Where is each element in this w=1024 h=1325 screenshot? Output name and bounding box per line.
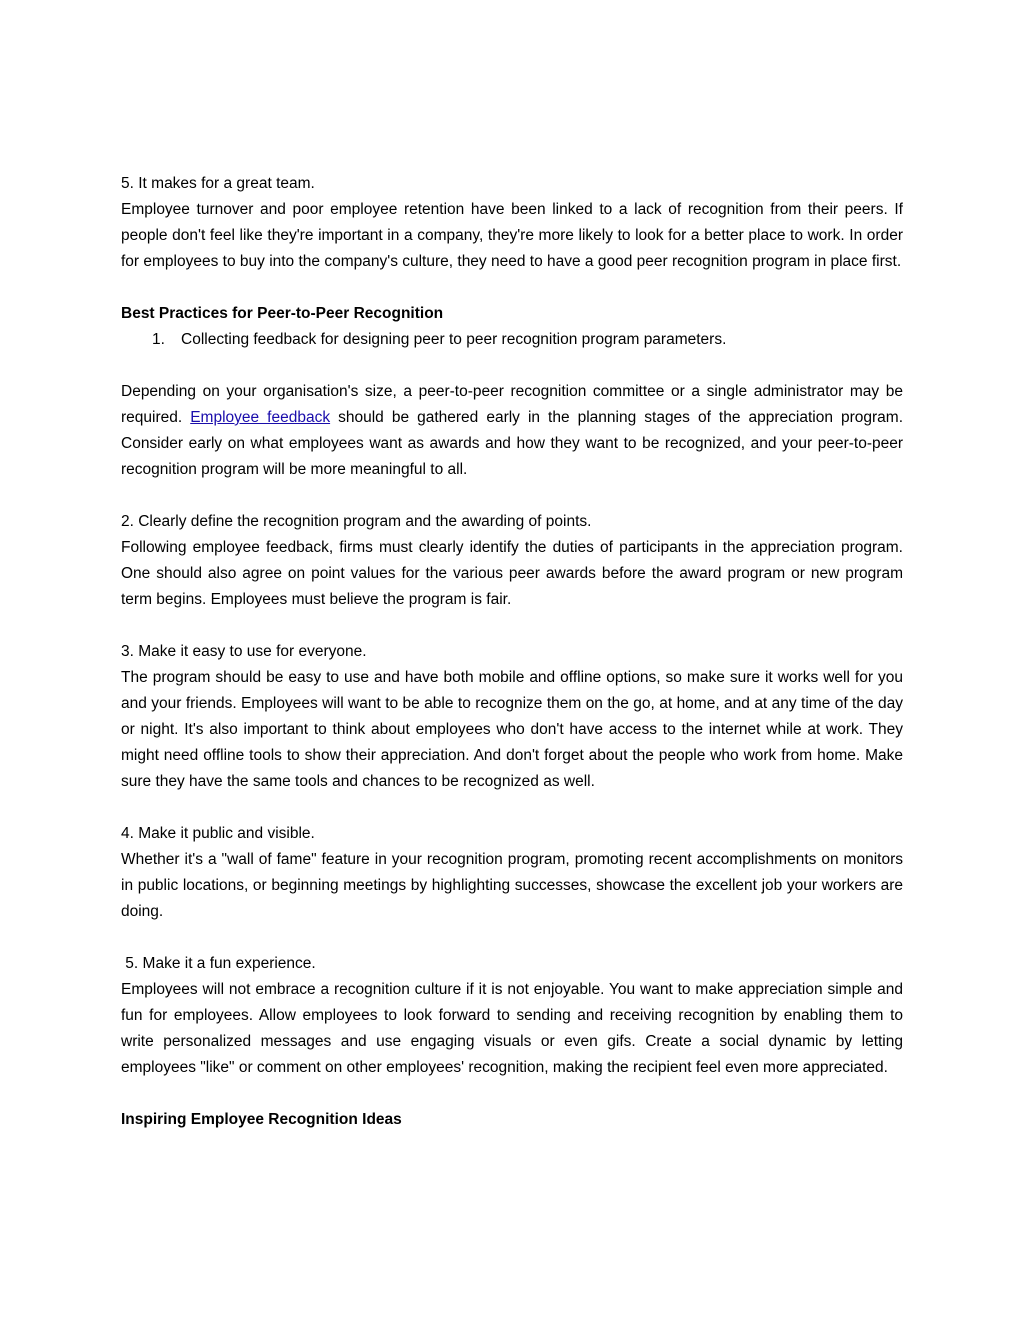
section-5b-title: 5. Make it a fun experience. — [121, 955, 316, 972]
best-practices-heading: Best Practices for Peer-to-Peer Recognition — [121, 305, 444, 322]
section-5-body: Employee turnover and poor employee retention have been linked to a lack of recognition from their peers. If people don't feel like they're important in a company, they're more likely to look for a better place to work. In order for employees to buy into the company's culture, they need to have a good peer recognition program in place first. — [121, 201, 903, 270]
section-3-title: 3. Make it easy to use for everyone. — [121, 643, 367, 660]
feedback-paragraph — [121, 379, 903, 483]
section-5-title: 5. It makes for a great team. — [121, 175, 315, 192]
section-4-body: Whether it's a "wall of fame" feature in your recognition program, promoting recent accomplishments on monitors in public locations, or beginning meetings by highlighting successes, showcase the excellent job your workers are doing. — [121, 851, 903, 920]
section-2-body: Following employee feedback, firms must clearly identify the duties of participants in the appreciation program. One should also agree on point values for the various peer awards before the award program or new program term begins. Employees must believe the program is fair. — [121, 539, 903, 608]
employee-feedback-link[interactable]: Employee feedback — [190, 409, 331, 426]
list-item-1 — [121, 327, 903, 353]
document-body — [121, 171, 903, 1133]
section-4-title: 4. Make it public and visible. — [121, 825, 315, 842]
inspiring-ideas-heading: Inspiring Employee Recognition Ideas — [121, 1111, 402, 1128]
feedback-text-after: should be gathered early in the planning stages of the appreciation program. Consider early on what employees want as awards and how they want to be recognized, and your peer-to-peer recognition program will be more meaningful to all. — [121, 409, 903, 478]
section-5b-body: Employees will not embrace a recognition culture if it is not enjoyable. You want to make appreciation simple and fun for employees. Allow employees to look forward to sending and receiving recognition by enabling them to write personalized messages and use engaging visuals or even gifs. Create a social dynamic by letting employees "like" or comment on other employees' recognition, making the recipient feel even more appreciated. — [121, 981, 903, 1076]
feedback-text-before: Depending on your organisation's size, a peer-to-peer recognition committee or a single administrator may be required. — [121, 383, 903, 426]
section-2-title: 2. Clearly define the recognition program and the awarding of points. — [121, 513, 592, 530]
list-item-number: 1. — [152, 331, 165, 348]
list-item-text: Collecting feedback for designing peer to peer recognition program parameters. — [181, 331, 727, 348]
section-3-body: The program should be easy to use and have both mobile and offline options, so make sure it works well for you and your friends. Employees will want to be able to recognize them on the go, at home, and at any time of the day or night. It's also important to think about employees who don't have access to the internet while at work. They might need offline tools to show their appreciation. And don't forget about the people who work from home. Make sure they have the same tools and chances to be recognized as well. — [121, 669, 903, 790]
